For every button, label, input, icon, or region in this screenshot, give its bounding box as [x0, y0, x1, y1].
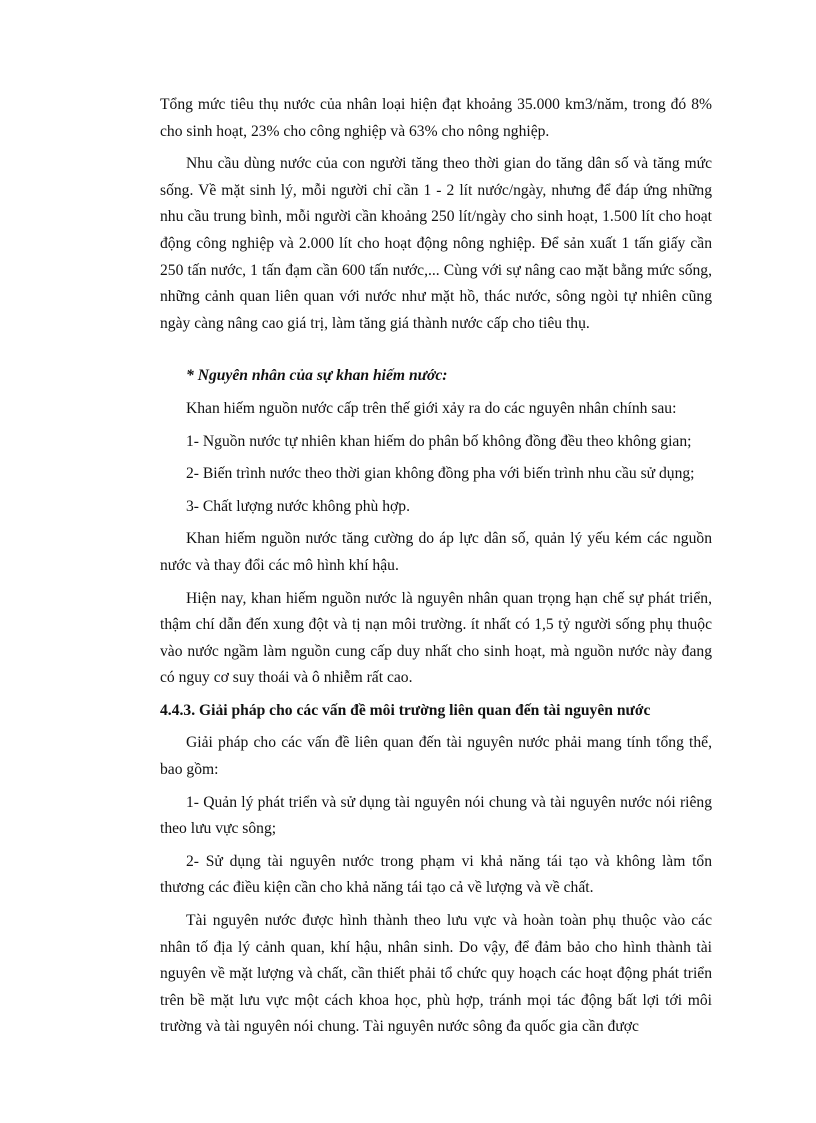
- list-item-cause-1: 1- Nguồn nước tự nhiên khan hiếm do phân bố không đồng đều theo không gian;: [186, 432, 692, 450]
- paragraph-scarcity-current: Hiện nay, khan hiếm nguồn nước là nguyên nhân quan trọng hạn chế sự phát triển, thậm chí dẫn đến xung đột và tị nạn môi trường. ít nhất có 1,5 tỷ người sống phụ thuộc vào nước ngầm làm nguồn cung cấp duy nhất cho sinh hoạt, mà nguồn nước này đang có nguy cơ suy thoái và ô nhiễm rất cao.: [160, 589, 712, 687]
- list-item-cause-2: 2- Biến trình nước theo thời gian không đồng pha với biến trình nhu cầu sử dụng;: [186, 465, 695, 483]
- list-item-solution-2: 2- Sử dụng tài nguyên nước trong phạm vi khả năng tái tạo và không làm tổn thương các điều kiện cần cho khả năng tái tạo cả về lượng và về chất.: [160, 852, 712, 897]
- paragraph-scarcity-pressure: Khan hiếm nguồn nước tăng cường do áp lực dân số, quản lý yếu kém các nguồn nước và thay đổi các mô hình khí hậu.: [160, 530, 712, 574]
- subheading-water-scarcity-causes: * Nguyên nhân của sự khan hiếm nước:: [186, 367, 448, 385]
- spacer: [160, 343, 712, 363]
- paragraph-water-demand: Nhu cầu dùng nước của con người tăng theo thời gian do tăng dân số và tăng mức sống. Về mặt sinh lý, mỗi người chỉ cần 1 - 2 lít nước/ngày, nhưng để đáp ứng những nhu cầu trung bình, mỗi người cần khoảng 250 lít/ngày cho sinh hoạt, 1.500 lít cho hoạt động công nghiệp và 2.000 lít cho hoạt động nông nghiệp. Để sản xuất 1 tấn giấy cần 250 tấn nước, 1 tấn đạm cần 600 tấn nước,... Cùng với sự nâng cao mặt bằng mức sống, những cảnh quan liên quan với nước như mặt hồ, thác nước, sông ngòi tự nhiên cũng ngày càng nâng cao giá trị, làm tăng giá thành nước cấp cho tiêu thụ.: [160, 155, 712, 332]
- document-page: [160, 92, 712, 1047]
- paragraph-water-consumption: Tổng mức tiêu thụ nước của nhân loại hiện đạt khoảng 35.000 km3/năm, trong đó 8% cho sinh hoạt, 23% cho công nghiệp và 63% cho nông nghiệp.: [160, 96, 712, 140]
- paragraph-scarcity-intro: Khan hiếm nguồn nước cấp trên thế giới xảy ra do các nguyên nhân chính sau:: [186, 399, 677, 417]
- list-item-cause-3: 3- Chất lượng nước không phù hợp.: [186, 497, 410, 515]
- list-item-solution-1: 1- Quản lý phát triển và sử dụng tài nguyên nói chung và tài nguyên nước nói riêng theo lưu vực sông;: [160, 793, 712, 838]
- paragraph-solutions-intro: Giải pháp cho các vấn đề liên quan đến tài nguyên nước phải mang tính tổng thể, bao gồm:: [160, 734, 712, 779]
- paragraph-watershed: Tài nguyên nước được hình thành theo lưu vực và hoàn toàn phụ thuộc vào các nhân tố địa lý cảnh quan, khí hậu, nhân sinh. Do vậy, để đảm bảo cho hình thành tài nguyên về mặt lượng và chất, cần thiết phải tổ chức quy hoạch các hoạt động phát triển trên bề mặt lưu vực một cách khoa học, phù hợp, tránh mọi tác động bất lợi tới môi trường và tài nguyên nói chung. Tài nguyên nước sông đa quốc gia cần được: [160, 912, 712, 1036]
- section-heading-4-4-3: 4.4.3. Giải pháp cho các vấn đề môi trường liên quan đến tài nguyên nước: [160, 701, 651, 719]
